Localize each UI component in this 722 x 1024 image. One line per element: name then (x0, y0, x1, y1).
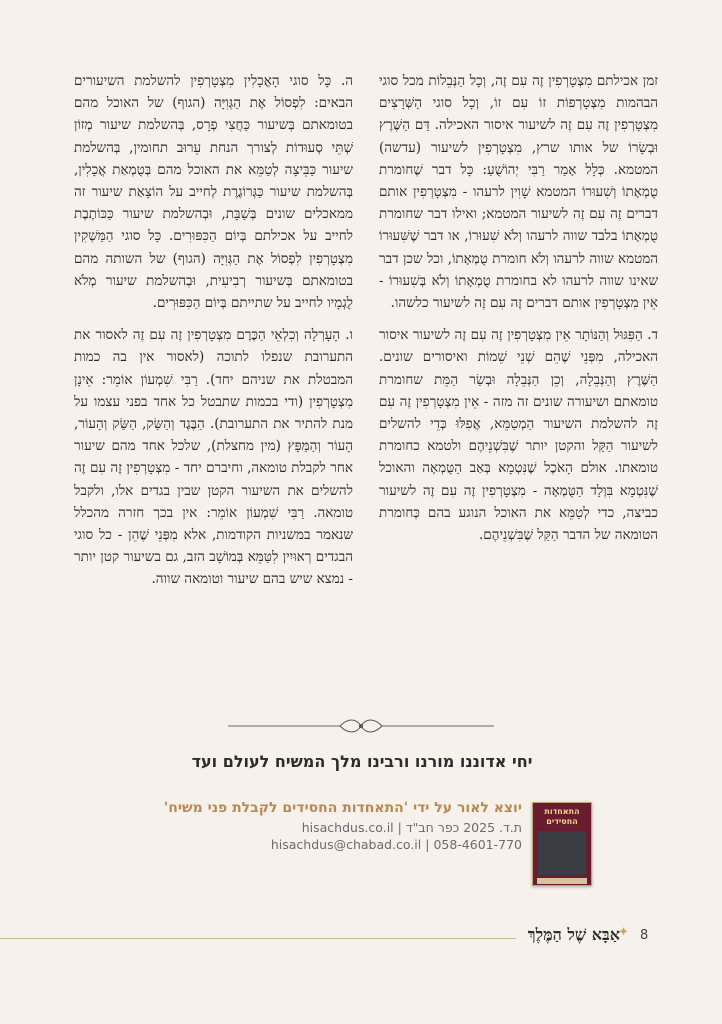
footer-title: אַבָּא שֶׁל הַמֶּלֶךְ (527, 925, 620, 944)
ornament-divider-icon (228, 718, 494, 734)
booklet-cover-image (532, 802, 592, 886)
left-column (74, 70, 353, 680)
paragraph-left-2: ו. הָעָרְלָה וְכִלְאֵי הַכֶּרֶם מִצְטָרְפִין זֶה עִם זֶה לאסור את התערובת שנפלו לתוכה (לאסור אין בה כמות המבטלת את שניהם יחד). רַבִּי שִׁמְעוֹן אוֹמֵר: אֵינָן מִצְטָרְפִין (ודי בכמות שתבטל כל אחד בפני עצמו על מנת להתיר את התערובת). הַבֶּגֶד וְהַשַּׂק, הַשַּׂק וְהָעוֹר, הָעוֹר וְהַמַּפָּץ (מין מחצלת), שלכל אחד מהם שיעור אחר לקבלת טומאה, וחיברם יחד - מִצְטָרְפִין זֶה עִם זֶה להשלים את השיעור הקטן שבין בגדים אלו, ולקבל טומאה. רַבִּי שִׁמְעוֹן אוֹמֵר: אין בכך חזרה מהכלל שנאמר במשניות הקודמות, אלא מִפְּנֵי שֶׁהֵן - כל סוגי הבגדים רְאוּיִין לִטַּמֵּא בְּמוֹשָׁב הזב, גם בשיעור קטן יותר - נמצא שיש בהם שיעור וטומאה שווה. (74, 327, 353, 588)
publisher-line: יוצא לאור על ידי 'התאחדות החסידים לקבלת פני משיח' (163, 800, 522, 816)
star-icon: ✦ (618, 925, 629, 940)
email-link[interactable]: hisachdus@chabad.co.il (270, 837, 422, 852)
contact-line: hisachdus@chabad.co.il | 058-4601-770 (270, 837, 522, 852)
address-line: ת.ד. 2025 כפר חב"ד | hisachdus.co.il (301, 820, 522, 835)
site-link[interactable]: hisachdus.co.il (301, 820, 394, 835)
phone-number: 058-4601-770 (433, 837, 522, 852)
cover-title: התאחדות החסידים (544, 807, 580, 826)
cover-photo (538, 831, 586, 875)
paragraph-right-2: ד. הַפִּגּוּל וְהַנּוֹתָר אֵין מִצְטָרְפִין זֶה עִם זֶה לשיעור איסור האכילה, מִפְּנֵי שֶׁהֵם שְׁנֵי שֵׁמוֹת ואיסורים שונים. הַשֶּׁרֶץ וְהַנְּבֵלָה, וְכֵן הַנְּבֵלָה וּבְשַׂר הַמֵּת שחומרת טומאתם ושיעורה שונים זה מזה - אֵין מִצְטָרְפִין זֶה עִם זֶה להשלמת השיעור הַמְטַמֵּא, אֲפִלּוּ כְּדֵי להשלים לשיעור הַקַּל והקטן יותר שֶׁבִּשְׁנֵיהֶם ולטמא כחומרת טומאתו. אולם הָאֹכֶל שֶׁנִּטְמָא בְּאַב הַטֻּמְאָה והאוכל שֶׁנִּטְמָא בִּוְלַד הַטֻּמְאָה - מִצְטָרְפִין זֶה עִם זֶה לשיעור כביצה, כדי לְטַמֵּא את האוכל הנוגע בהם כְּחומרת הטומאה של הדבר הַקַּל שֶׁבִּשְׁנֵיהֶם. (379, 327, 658, 544)
motto: יחי אדוננו מורנו ורבינו מלך המשיח לעולם ועד (191, 752, 533, 771)
article-columns (74, 70, 658, 680)
paragraph-left-1: ה. כָּל סוגי הָאֳכָלִין מִצְטָרְפִין להשלמת השיעורים הבאים: לִפְסוֹל אֶת הַגְּוִיָּה (הגוף) של האוכל מהם בטומאתם בְּשיעור כַּחֲצִי פְרָס, בְּהשלמת שיעור מְזוֹן שְׁתֵּי סְעוּדוֹת לְצורך הנחת עֵרוּב תחומין, בְּהשלמת שיעור כַּבֵּיצָה לְטַמֵּא את האוכל מהם בְּטֻמְאַת אֳכָלִין, בְּהשלמת שיעור כַּגְּרוֹגֶרֶת לְחייב על הוֹצָאַת שיעור זה ממאכלים שונים בְּשַׁבָּת, וּבְהשלמת שיעור כַּכּוֹתֶבֶת לחייב על אכילתם בְּיוֹם הַכִּפּוּרִים. כָּל סוגי הַמַּשְׁקִין מִצְטָרְפִין לִפְסוֹל אֶת הַגְּוִיָּה (הגוף) של השותה מהם בטומאתם בְּשיעור רְבִיעִית, וּבְהשלמת שיעור מְלֹא לֻגְמָיו לחייב על שתייתם בְּיוֹם הַכִּפּוּרִים. (74, 73, 353, 312)
address: ת.ד. 2025 כפר חב"ד (405, 820, 522, 835)
paragraph-right-1: זמן אכילתם מִצְטָרְפִין זֶה עִם זֶה, וְכָל הַנְּבֵלוֹת מכל סוגי הבהמות מִצְטָרְפוֹת זוֹ עִם זוֹ, וְכָל סוגי הַשְּׁרָצִים מִצְטָרְפִין זֶה עִם זֶה לשיעור איסור האכילה. דַּם הַשֶּׁרֶץ וּבְשָׂרוֹ של אותו שרץ, מִצְטָרְפִין לשיעור (עדשה) המטמא. כְּלָל אָמַר רַבִּי יְהוֹשֻׁעַ: כָּל דבר שֶׁחומרת טֻמְאָתוֹ וְשִׁעוּרוֹ המטמא שָׁוִין לרעהו - מִצְטָרְפִין אותם דברים זֶה עִם זֶה לשיעור המטמא; ואילו דבר שחומרת טֻמְאָתוֹ בלבד שווה לרעהו וְלֹא שִׁעוּרוֹ, או דבר שֶׁשִּׁעוּרוֹ המטמא שווה לרעהו וְלֹא חומרת טֻמְאָתוֹ, וכל שכן דבר שאינו שווה לרעהו לא בחומרת טֻמְאָתוֹ וְלֹא בְּשִׁעוּרוֹ - אֵין מִצְטָרְפִין אותם דברים זֶה עִם זֶה לשיעור כלשהו. (379, 73, 658, 312)
publisher-info (150, 800, 522, 852)
right-column (379, 70, 658, 680)
footer-rule (0, 938, 516, 939)
cover-footer-band (537, 878, 587, 884)
page-number: 8 (640, 928, 649, 943)
